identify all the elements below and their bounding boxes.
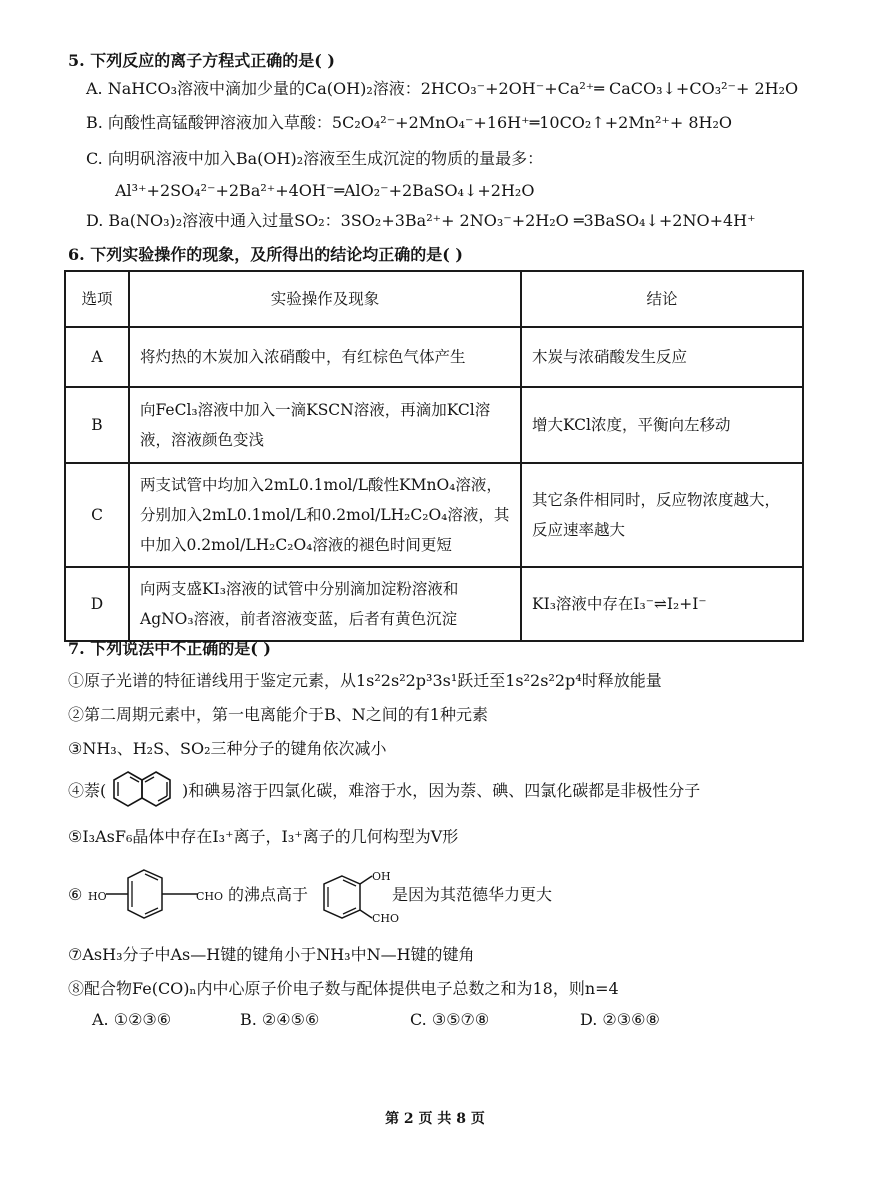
row-operation: 向两支盛KI₃溶液的试管中分别滴加淀粉溶液和AgNO₃溶液，前者溶液变蓝，后者有黄色沉淀 <box>129 567 521 641</box>
q7-choice-b: B. ②④⑤⑥ <box>240 1010 320 1029</box>
q5-option-c: C. 向明矾溶液中加入Ba(OH)₂溶液至生成沉淀的物质的量最多： <box>86 149 544 168</box>
q7-statement-1: ①原子光谱的特征谱线用于鉴定元素，从1s²2s²2p³3s¹跃迁至1s²2s²2p⁴时释放能量 <box>68 671 662 690</box>
q5-option-a: A. NaHCO₃溶液中滴加少量的Ca(OH)₂溶液：2HCO₃⁻+2OH⁻+Ca²⁺═ CaCO₃↓+CO₃²⁻+ 2H₂O <box>86 79 799 98</box>
q7-statement-4-prefix: ④萘( <box>68 781 107 800</box>
q7-statement-6-text: 是因为其范德华力更大 <box>392 885 553 904</box>
header-conclusion: 结论 <box>521 271 803 327</box>
q7-statement-3: ③NH₃、H₂S、SO₂三种分子的键角依次减小 <box>68 739 387 758</box>
table-row <box>65 327 803 387</box>
q7-choice-c: C. ③⑤⑦⑧ <box>410 1010 490 1029</box>
row-conclusion: 木炭与浓硝酸发生反应 <box>521 327 803 387</box>
q7-statement-8: ⑧配合物Fe(CO)ₙ内中心原子价电子数与配体提供电子总数之和为18，则n=4 <box>68 979 619 998</box>
row-operation: 两支试管中均加入2mL0.1mol/L酸性KMnO₄溶液，分别加入2mL0.1mol/L和0.2mol/LH₂C₂O₄溶液，其中加入0.2mol/LH₂C₂O₄溶液的褪色时间更短 <box>129 463 521 567</box>
q7-choice-d: D. ②③⑥⑧ <box>580 1010 660 1029</box>
row-option: B <box>65 387 129 463</box>
row-operation: 向FeCl₃溶液中加入一滴KSCN溶液，再滴加KCl溶液，溶液颜色变浅 <box>129 387 521 463</box>
header-operation: 实验操作及现象 <box>129 271 521 327</box>
q5-stem: 5. 下列反应的离子方程式正确的是( ) <box>68 51 335 70</box>
table-row <box>65 387 803 463</box>
q7-statement-5: ⑤I₃AsF₆晶体中存在I₃⁺离子，I₃⁺离子的几何构型为V形 <box>68 827 459 846</box>
q7-stem: 7. 下列说法中不正确的是( ) <box>68 639 271 658</box>
p-hydroxy-ho-label: HO <box>88 890 107 903</box>
q7-statement-6-mid: 的沸点高于 <box>228 885 309 904</box>
row-conclusion: 增大KCl浓度，平衡向左移动 <box>521 387 803 463</box>
q7-statement-2: ②第二周期元素中，第一电离能介于B、N之间的有1种元素 <box>68 705 488 724</box>
q5-option-d: D. Ba(NO₃)₂溶液中通入过量SO₂：3SO₂+3Ba²⁺+ 2NO₃⁻+2H₂O ═3BaSO₄↓+2NO+4H⁺ <box>86 211 756 230</box>
q7-choice-a: A. ①②③⑥ <box>92 1010 172 1029</box>
table-row <box>65 463 803 567</box>
row-conclusion: KI₃溶液中存在I₃⁻⇌I₂+I⁻ <box>521 567 803 641</box>
q7-statement-6-prefix: ⑥ <box>68 885 83 904</box>
row-option: A <box>65 327 129 387</box>
o-hydroxy-cho-label: CHO <box>372 912 400 925</box>
q5-option-c-equation: Al³⁺+2SO₄²⁻+2Ba²⁺+4OH⁻═AlO₂⁻+2BaSO₄↓+2H₂O <box>115 181 535 200</box>
header-option: 选项 <box>65 271 129 327</box>
experiment-table <box>64 270 804 642</box>
q6-stem: 6. 下列实验操作的现象，及所得出的结论均正确的是( ) <box>68 245 463 264</box>
q7-statement-4-text: )和碘易溶于四氯化碳，难溶于水，因为萘、碘、四氯化碳都是非极性分子 <box>182 781 701 800</box>
table-row <box>65 567 803 641</box>
row-option: C <box>65 463 129 567</box>
row-option: D <box>65 567 129 641</box>
naphthalene-structure <box>110 768 182 814</box>
row-conclusion: 其它条件相同时，反应物浓度越大，反应速率越大 <box>521 463 803 567</box>
o-hydroxy-oh-label: OH <box>372 870 391 883</box>
q7-statement-7: ⑦AsH₃分子中As—H键的键角小于NH₃中N—H键的键角 <box>68 945 475 964</box>
page-number-footer: 第 2 页 共 8 页 <box>385 1111 485 1127</box>
table-header-row <box>65 271 803 327</box>
row-operation: 将灼热的木炭加入浓硝酸中，有红棕色气体产生 <box>129 327 521 387</box>
p-hydroxybenzaldehyde-structure <box>106 864 206 924</box>
q5-option-b: B. 向酸性高锰酸钾溶液加入草酸：5C₂O₄²⁻+2MnO₄⁻+16H⁺═10CO₂↑+2Mn²⁺+ 8H₂O <box>86 113 733 132</box>
p-hydroxy-cho-label: CHO <box>196 890 224 903</box>
